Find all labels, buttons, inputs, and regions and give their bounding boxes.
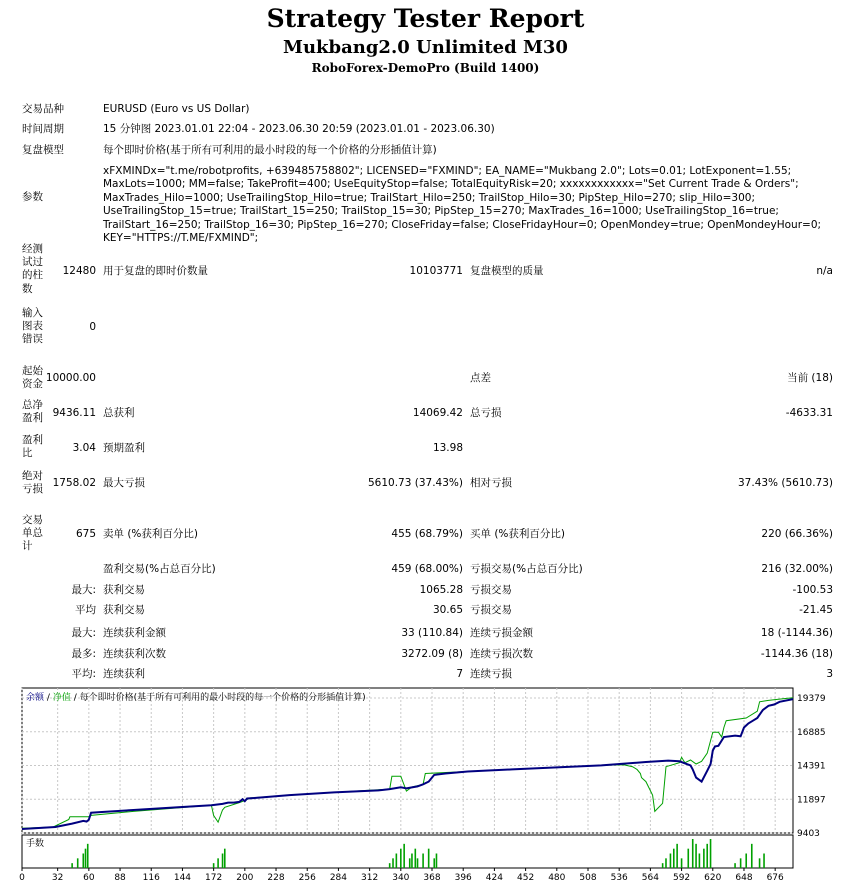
x-tick-label: 480 xyxy=(548,873,566,883)
rel-dd-value: 37.43% (5610.73) xyxy=(738,477,833,489)
model-label: 复盘模型 xyxy=(22,144,64,156)
volume-bar xyxy=(436,854,438,869)
volume-bar xyxy=(673,849,675,868)
profit-trades-value: 459 (68.00%) xyxy=(391,563,463,575)
volume-bar xyxy=(670,854,672,869)
largest-profit-value: 1065.28 xyxy=(419,584,463,596)
x-tick-label: 648 xyxy=(735,873,753,883)
x-tick-label: 396 xyxy=(454,873,472,883)
volume-bar xyxy=(422,854,424,869)
short-value: 455 (68.79%) xyxy=(391,528,463,540)
x-tick-label: 144 xyxy=(173,873,192,883)
volume-bar xyxy=(396,854,398,869)
volume-bar xyxy=(662,863,664,868)
x-tick-label: 452 xyxy=(517,873,535,883)
symbol-label: 交易品种 xyxy=(22,103,64,115)
largest-loss-label: 亏损交易 xyxy=(470,584,512,596)
volume-bar xyxy=(392,858,394,868)
volume-bar xyxy=(676,844,678,868)
x-tick-label: 0 xyxy=(19,873,25,883)
volume-bar xyxy=(710,839,712,868)
loss-trades-label: 亏损交易(%占总百分比) xyxy=(470,563,583,575)
volume-bar xyxy=(217,858,219,868)
x-tick-label: 60 xyxy=(83,873,95,883)
loss-trades-value: 216 (32.00%) xyxy=(761,563,833,575)
x-tick-label: 592 xyxy=(672,873,691,883)
volume-bar xyxy=(751,844,753,868)
period-label: 时间周期 xyxy=(22,123,64,135)
period-value: 15 分钟图 2023.01.01 22:04 - 2023.06.30 20:59 (2023.01.01 - 2023.06.30) xyxy=(103,123,495,135)
x-tick-label: 88 xyxy=(114,873,126,883)
avg-prefix: 平均: xyxy=(71,668,96,680)
spread-value: 当前 (18) xyxy=(787,372,833,384)
y-tick-label: 19379 xyxy=(797,694,826,704)
volume-bar xyxy=(222,854,224,869)
long-value: 220 (66.36%) xyxy=(761,528,833,540)
short-label: 卖单 (%获利百分比) xyxy=(103,528,199,540)
volume-bar xyxy=(734,863,736,868)
volume-bar xyxy=(740,858,742,868)
x-tick-label: 620 xyxy=(704,873,722,883)
abs-dd-label: 绝对亏损 xyxy=(22,470,43,496)
legend-separator: / xyxy=(46,693,50,703)
quality-value: n/a xyxy=(816,265,833,277)
errors-value: 0 xyxy=(89,321,96,333)
average-prefix: 平均 xyxy=(75,604,96,616)
largest-loss-value: -100.53 xyxy=(792,584,833,596)
x-tick-labels xyxy=(19,873,784,883)
volume-label: 手数 xyxy=(26,839,45,849)
gross-profit-value: 14069.42 xyxy=(412,407,463,419)
legend-model: / 每个即时价格(基于所有可利用的最小时段的每一个价格的分形插值计算) xyxy=(73,693,366,703)
x-tick-label: 256 xyxy=(298,873,316,883)
abs-dd-value: 1758.02 xyxy=(52,477,96,489)
volume-bar xyxy=(706,844,708,868)
volume-bar xyxy=(433,858,435,868)
long-label: 买单 (%获利百分比) xyxy=(470,528,566,540)
expected-value: 13.98 xyxy=(432,442,463,454)
volume-bar xyxy=(699,854,701,869)
model-value: 每个即时价格(基于所有可利用的最小时段的每一个价格的分形插值计算) xyxy=(103,144,437,156)
y-tick-label: 9403 xyxy=(797,829,820,839)
y-tick-label: 11897 xyxy=(797,795,826,806)
legend-equity: 净值 xyxy=(52,693,71,703)
errors-label: 输入图表错误 xyxy=(22,307,43,346)
volume-bar xyxy=(681,858,683,868)
net-label: 总净盈利 xyxy=(22,399,43,425)
x-tick-label: 564 xyxy=(641,873,659,883)
quality-label: 复盘模型的质量 xyxy=(470,265,544,277)
avg-cons-losses-value: 3 xyxy=(826,668,833,680)
legend-balance: 余额 xyxy=(26,693,45,703)
volume-bar xyxy=(389,863,391,868)
profit-trades-label: 盈利交易(%占总百分比) xyxy=(103,563,216,575)
avg-cons-losses-label: 连续亏损 xyxy=(470,668,512,680)
max-cons-losses-label: 连续亏损金额 xyxy=(470,627,533,639)
volume-bar xyxy=(411,854,413,869)
bars-value: 12480 xyxy=(62,265,96,277)
x-tick-label: 368 xyxy=(423,873,441,883)
largest-profit-label: 获利交易 xyxy=(103,584,145,596)
volume-bar xyxy=(703,849,705,868)
max-cons-losses-value: 18 (-1144.36) xyxy=(760,627,833,639)
bars-label: 经测试过的柱数 xyxy=(22,243,43,295)
x-tick-label: 116 xyxy=(142,873,160,883)
x-tick-label: 508 xyxy=(579,873,597,883)
x-tick-label: 228 xyxy=(267,873,285,883)
report-server: RoboForex-DemoPro (Build 1400) xyxy=(311,61,540,75)
max-dd-label: 最大亏损 xyxy=(103,477,145,489)
x-tick-label: 312 xyxy=(361,873,379,883)
volume-bar xyxy=(400,849,402,868)
gross-loss-value: -4633.31 xyxy=(785,407,833,419)
volume-bar xyxy=(745,854,747,869)
average-loss-label: 亏损交易 xyxy=(470,604,512,616)
volume-bar xyxy=(71,863,73,868)
report-subtitle: Mukbang2.0 Unlimited M30 xyxy=(283,37,568,58)
volume-bar xyxy=(224,849,226,868)
report-title: Strategy Tester Report xyxy=(266,4,585,33)
avg-cons-wins-label: 连续获利 xyxy=(103,668,145,680)
symbol-value: EURUSD (Euro vs US Dollar) xyxy=(103,103,250,115)
deposit-value: 10000.00 xyxy=(45,372,96,384)
volume-bar xyxy=(692,839,694,868)
x-tick-label: 32 xyxy=(51,873,64,883)
expected-label: 预期盈利 xyxy=(103,442,145,454)
pf-value: 3.04 xyxy=(72,442,96,454)
net-value: 9436.11 xyxy=(52,407,96,419)
x-tick-label: 536 xyxy=(610,873,628,883)
volume-bar xyxy=(695,844,697,868)
average-profit-value: 30.65 xyxy=(432,604,463,616)
most-cons-loss-label: 连续亏损次数 xyxy=(470,648,533,660)
volume-bar xyxy=(428,849,430,868)
volume-bar xyxy=(403,844,405,868)
y-tick-label: 14391 xyxy=(797,761,826,772)
volume-bar xyxy=(687,849,689,868)
balance-chart xyxy=(0,686,851,886)
volume-bar xyxy=(82,854,84,869)
max-cons-wins-value: 33 (110.84) xyxy=(401,627,463,639)
volume-bar xyxy=(763,854,765,869)
most-prefix: 最多: xyxy=(71,648,96,660)
deposit-label: 起始资金 xyxy=(22,365,43,391)
volume-bar xyxy=(87,844,89,868)
y-tick-labels xyxy=(797,694,826,839)
max-dd-value: 5610.73 (37.43%) xyxy=(368,477,463,489)
gross-loss-label: 总亏损 xyxy=(470,407,502,419)
params-value: xFXMINDx="t.me/robotprofits, +639485758802"; LICENSED="FXMIND"; EA_NAME="Mukbang 2.0"; Lots=0.01; LotExponent=1.55; MaxLots=1000; MM=false; TakeProfit=400; UseEquityStop=false; TotalEquityRisk=20; xxxxxxxxxxxx="Set Current Trade & Orders"; MaxTrades_Hilo=1000; UseTrailingStop_Hilo=true; TrailStart_Hilo=250; TrailStop_Hilo=30; PipStep_Hilo=270; slip_Hilo=300; UseTrailingStop_15=true; TrailStart_15=250; TrailStop_15=30; PipStep_15=270; MaxTrades_16=1000; UseTrailingStop_16=true; TrailStart_16=250; TrailStop_16=30; PipStep_16=270; CloseFriday=false; CloseFridayHour=0; OpenMondey=true; OpenMondeyHour=0; KEY="HTTPS://T.ME/FXMIND"; xyxy=(103,165,822,245)
volume-bar xyxy=(665,858,667,868)
volume-bar xyxy=(85,849,87,868)
x-tick-label: 172 xyxy=(205,873,223,883)
volume-bar xyxy=(414,849,416,868)
avg-cons-wins-value: 7 xyxy=(456,668,463,680)
x-tick-label: 424 xyxy=(485,873,503,883)
svg-text:余额 / 净值 / 每个即时价格(基 xyxy=(26,691,366,703)
average-loss-value: -21.45 xyxy=(799,604,833,616)
most-cons-profit-label: 连续获利次数 xyxy=(103,648,166,660)
x-tick-label: 676 xyxy=(766,873,784,883)
volume-bar xyxy=(77,858,79,868)
most-cons-loss-value: -1144.36 (18) xyxy=(760,648,833,660)
rel-dd-label: 相对亏损 xyxy=(470,477,512,489)
trades-label: 交易单总计 xyxy=(22,514,43,553)
params-label: 参数 xyxy=(22,191,43,203)
ticks-value: 10103771 xyxy=(409,265,463,277)
pf-label: 盈利比 xyxy=(22,434,43,460)
largest-prefix: 最大: xyxy=(71,584,96,596)
x-tick-label: 340 xyxy=(392,873,410,883)
volume-bar xyxy=(417,858,419,868)
most-cons-profit-value: 3272.09 (8) xyxy=(401,648,463,660)
y-tick-label: 16885 xyxy=(797,727,826,738)
volume-bar xyxy=(213,863,215,868)
x-tick-label: 200 xyxy=(236,873,254,883)
spread-label: 点差 xyxy=(470,372,491,384)
trades-value: 675 xyxy=(75,528,96,540)
max-cons-wins-label: 连续获利金额 xyxy=(103,627,166,639)
max-prefix: 最大: xyxy=(71,627,96,639)
average-profit-label: 获利交易 xyxy=(103,604,145,616)
volume-bar xyxy=(409,858,411,868)
ticks-label: 用于复盘的即时价数量 xyxy=(103,265,208,277)
gross-profit-label: 总获利 xyxy=(103,407,135,419)
volume-bar xyxy=(759,858,761,868)
x-tick-label: 284 xyxy=(329,873,348,883)
